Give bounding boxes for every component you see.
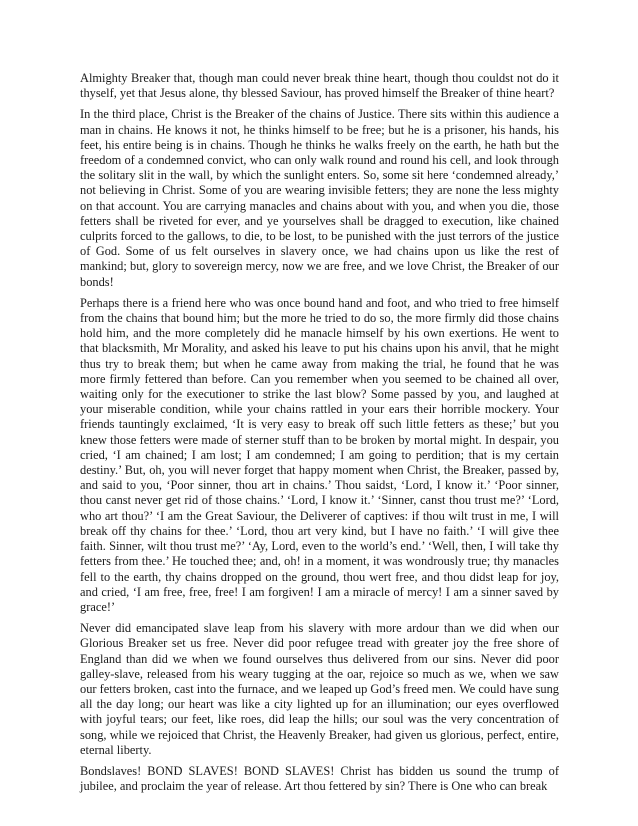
document-page <box>80 71 559 800</box>
paragraph-5: Bondslaves! BOND SLAVES! BOND SLAVES! Christ has bidden us sound the trump of jubilee, and proclaim the year of release. Art thou fettered by sin? There is One who can break <box>80 763 559 794</box>
paragraph-3: Perhaps there is a friend here who was once bound hand and foot, and who tried to free himself from the chains that bound him; but the more he tried to do so, the more firmly did those chains hold him, and the more completely did he manacle himself by his own exertions. He went to that blacksmith, Mr Morality, and asked his leave to put his chains upon his anvil, that he might thus try to break them; but when he came away from making the trial, he found that he was more firmly fettered than before. Can you remember when you seemed to be chained all over, waiting only for the executioner to strike the last blow? Some passed by you, and laughed at your miserable condition, while your chains rattled in your ears their horrible mockery. Your friends tauntingly exclaimed, ‘It is very easy to break off such little fetters as these;’ but you knew those fetters were made of sterner stuff than to be broken by mortal might. In despair, you cried, ‘I am chained; I am lost; I am condemned; I am going to perdition; that is my certain destiny.’ But, oh, you will never forget that happy moment when Christ, the Breaker, passed by, and said to you, ‘Poor sinner, thou art in chains.’ Thou saidst, ‘Lord, I know it.’ ‘Poor sinner, thou canst never get rid of those chains.’ ‘Lord, I know it.’ ‘Sinner, canst thou trust me?’ ‘Lord, who art thou?’ ‘I am the Great Saviour, the Deliverer of captives: if thou wilt trust in me, I will break off thy chains for thee.’ ‘Lord, thou art very kind, but I have no faith.’ ‘I will give thee faith. Sinner, wilt thou trust me?’ ‘Ay, Lord, even to the world’s end.’ ‘Well, then, I will take thy fetters from thee.’ He touched thee; and, oh! in a moment, it was wondrously true; thy manacles fell to the earth, thy chains dropped on the ground, thou wert free, and thou didst leap for joy, and cried, ‘I am free, free, free! I am forgiven! I am a miracle of mercy! I am a sinner saved by grace!’ <box>80 295 559 614</box>
paragraph-4: Never did emancipated slave leap from his slavery with more ardour than we did when our Glorious Breaker set us free. Never did poor refugee tread with greater joy the free shore of England than did we when we found ourselves thus delivered from our sins. Never did poor galley-slave, released from his weary tugging at the oar, rejoice so much as we, when we saw our fetters broken, cast into the furnace, and we leaped up God’s freed men. We could have sung all the day long; our heart was like a city lighted up for an illumination; our eyes overflowed with joyful tears; our feet, like roes, did leap the hills; our soul was the very concentration of song, while we rejoiced that Christ, the Heavenly Breaker, had given us glorious, perfect, entire, eternal liberty. <box>80 621 559 757</box>
paragraph-2: In the third place, Christ is the Breaker of the chains of Justice. There sits within this audience a man in chains. He knows it not, he thinks himself to be free; but he is a prisoner, his hands, his feet, his entire being is in chains. Though he thinks he walks freely on the earth, he hath but the freedom of a condemned convict, who can only walk round and round his cell, and look through the solitary slit in the wall, by which the sunlight enters. So, some sit here ‘condemned already,’ not believing in Christ. Some of you are wearing invisible fetters; they are none the less mighty on that account. You are carrying manacles and chains about with you, and when you die, those fetters shall be riveted for ever, and ye yourselves shall be dragged to execution, like chained culprits forced to the gallows, to die, to be lost, to be punished with the just terrors of the justice of God. Some of us felt ourselves in slavery once, we had chains upon us like the rest of mankind; but, glory to sovereign mercy, now we are free, and we love Christ, the Breaker of our bonds! <box>80 107 559 289</box>
paragraph-1: Almighty Breaker that, though man could never break thine heart, though thou couldst not do it thyself, yet that Jesus alone, thy blessed Saviour, has proved himself the Breaker of thine heart? <box>80 71 559 101</box>
